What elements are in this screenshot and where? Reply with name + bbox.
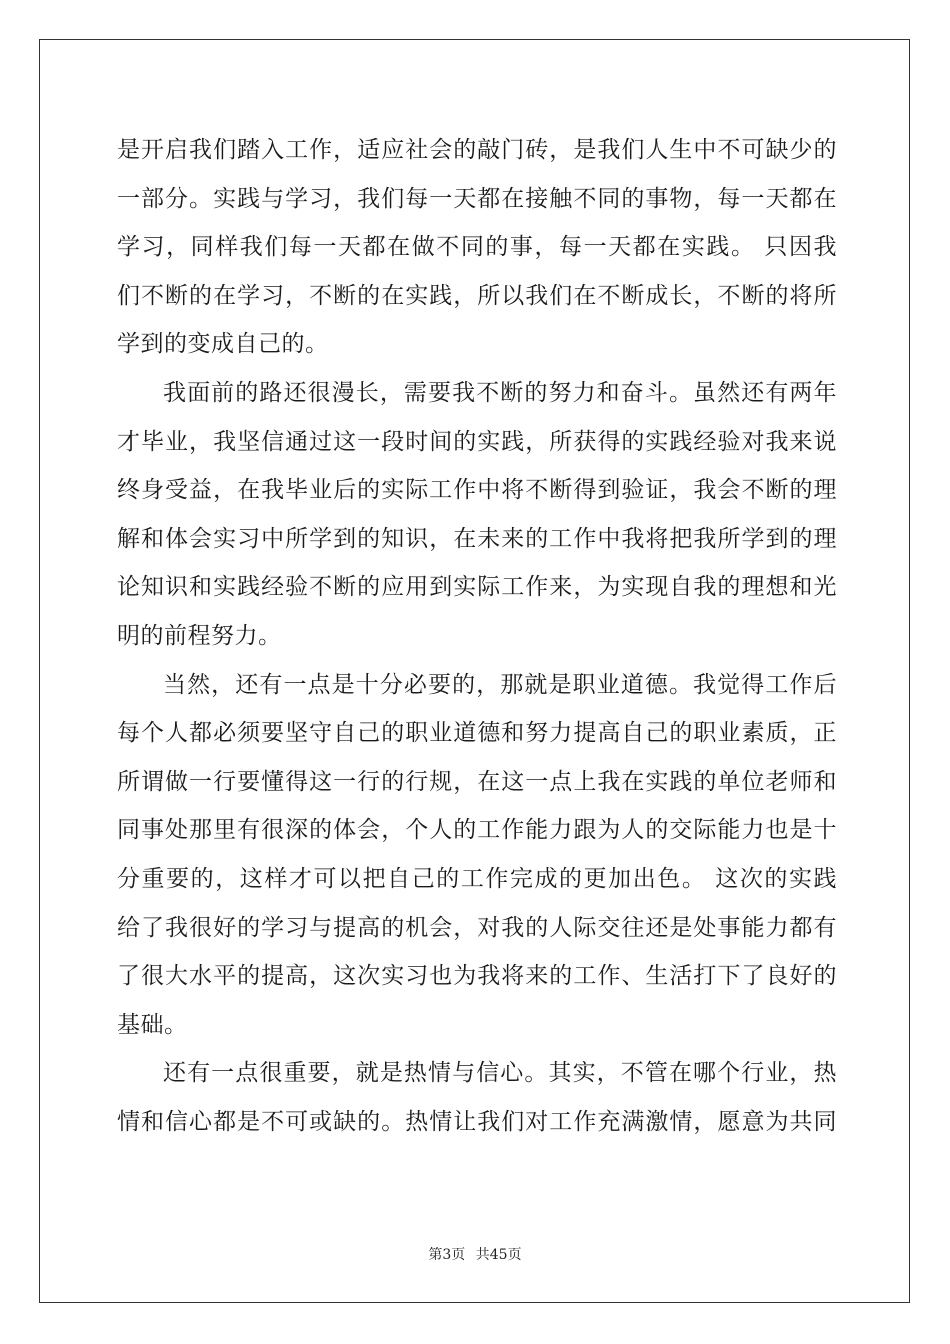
text-line: 学习，同样我们每一天都在做不同的事，每一天都在实践。 只因我 [117, 234, 837, 261]
text-line: 给了我很好的学习与提高的机会，对我的人际交往还是处事能力都有 [117, 914, 837, 941]
text-line: 当然，还有一点是十分必要的，那就是职业道德。我觉得工作后 [163, 671, 837, 698]
page-footer [0, 1244, 950, 1264]
text-line: 同事处那里有很深的体会，个人的工作能力跟为人的交际能力也是十 [117, 817, 837, 844]
text-line: 每个人都必须要坚守自己的职业道德和努力提高自己的职业素质，正 [117, 720, 837, 747]
text-line: 所谓做一行要懂得这一行的行规，在这一点上我在实践的单位老师和 [117, 768, 837, 795]
text-line: 明的前程努力。 [117, 622, 282, 649]
text-line: 了很大水平的提高，这次实习也为我将来的工作、生活打下了良好的 [117, 963, 837, 990]
text-line: 解和体会实习中所学到的知识，在未来的工作中我将把我所学到的理 [117, 525, 837, 552]
body-text [117, 126, 837, 1146]
text-line: 分重要的，这样才可以把自己的工作完成的更加出色。 这次的实践 [117, 865, 837, 892]
text-line: 情和信心都是不可或缺的。热情让我们对工作充满激情，愿意为共同 [117, 1108, 837, 1135]
text-line: 基础。 [117, 1011, 188, 1038]
current-page-label: 第3页 [428, 1247, 466, 1263]
text-line: 才毕业，我坚信通过这一段时间的实践，所获得的实践经验对我来说 [117, 428, 837, 455]
text-line: 我面前的路还很漫长，需要我不断的努力和奋斗。虽然还有两年 [163, 379, 837, 406]
text-line: 还有一点很重要，就是热情与信心。其实，不管在哪个行业，热 [163, 1060, 837, 1087]
total-pages-label: 共45页 [475, 1247, 522, 1263]
text-line: 论知识和实践经验不断的应用到实际工作来，为实现自我的理想和光 [117, 574, 837, 601]
text-line: 一部分。实践与学习，我们每一天都在接触不同的事物，每一天都在 [117, 185, 837, 212]
text-line: 是开启我们踏入工作，适应社会的敲门砖，是我们人生中不可缺少的 [117, 137, 837, 163]
text-line: 终身受益，在我毕业后的实际工作中将不断得到验证，我会不断的理 [117, 477, 837, 504]
text-line: 们不断的在学习，不断的在实践，所以我们在不断成长，不断的将所 [117, 282, 837, 309]
text-line: 学到的变成自己的。 [117, 331, 329, 358]
